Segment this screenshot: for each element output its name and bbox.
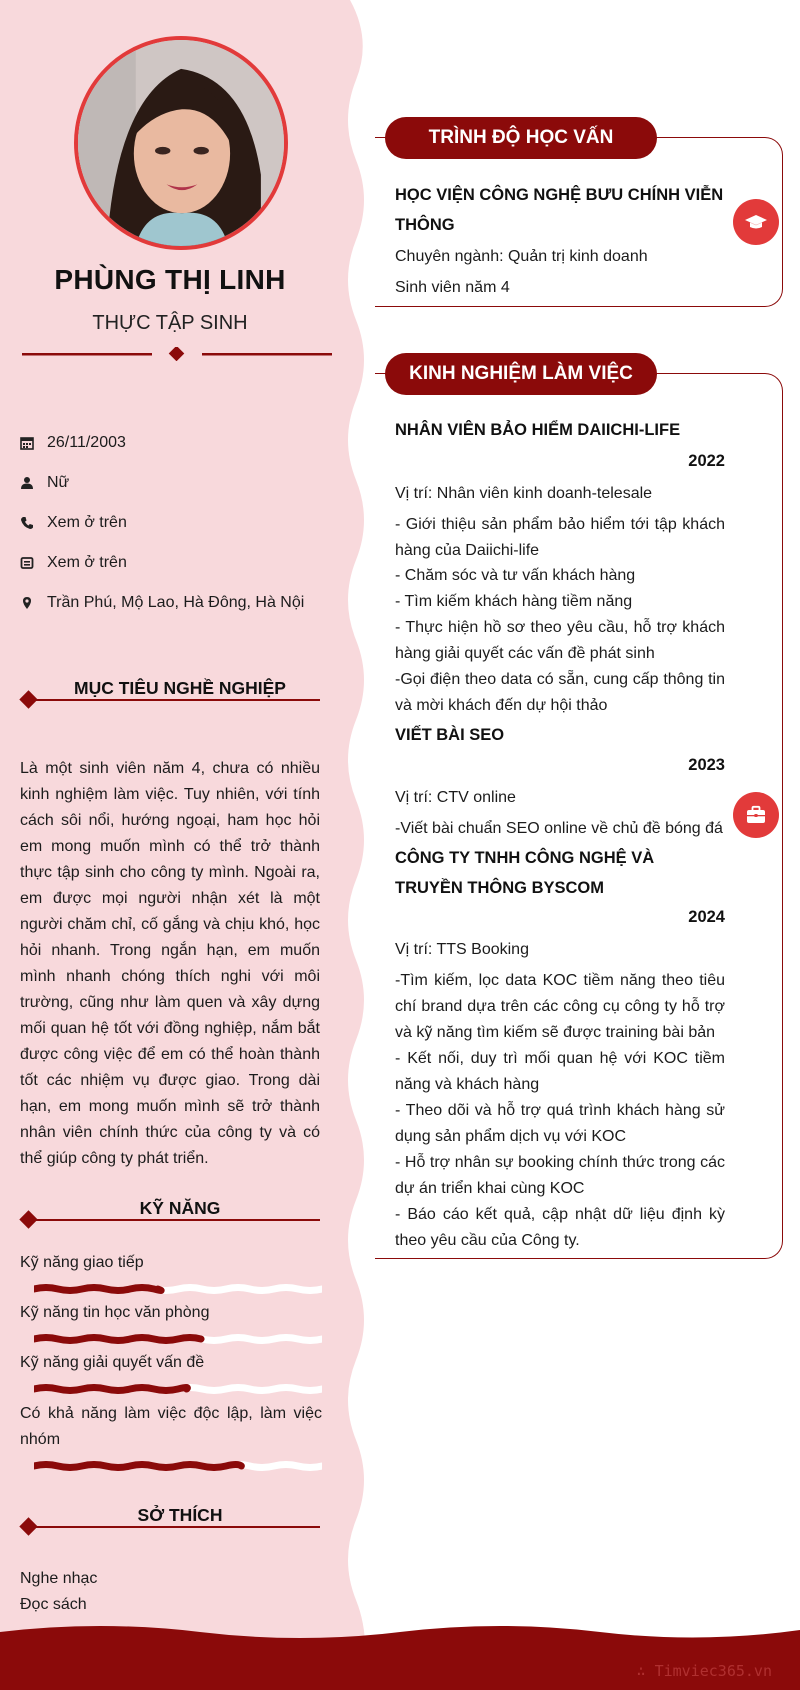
skill-bar-fill: [34, 1338, 201, 1341]
job-title: THỰC TẬP SINH: [92, 312, 248, 334]
skill-bar: [34, 1384, 322, 1394]
skill-bar-fill: [34, 1465, 241, 1468]
job-duty: - Chăm sóc và tư vấn khách hàng: [395, 567, 636, 584]
phone-icon: [20, 516, 34, 530]
heading-line: [30, 1219, 320, 1221]
phone-row: [20, 514, 320, 532]
skill-bar-fill: [34, 1288, 161, 1291]
job-year: 2023: [688, 756, 725, 774]
skill-name: Kỹ năng giao tiếp: [20, 1254, 144, 1271]
gender-row: [20, 474, 320, 492]
footer-brand-logo: ∴ Timviec365.vn: [636, 1662, 772, 1680]
job-year: 2022: [688, 452, 725, 470]
job-company: CÔNG TY TNHH CÔNG NGHỆ VÀ TRUYỀN THÔNG BYSCOM: [395, 849, 655, 897]
objective-text: Là một sinh viên năm 4, chưa có nhiều kinh nghiệm làm việc. Tuy nhiên, với tính cách sôi nổi, hướng ngoại, ham học hỏi em mong muốn mình có thể trở thành thực tập sinh cho công ty mình. Ngoài ra, em được mọi người nhận xét là một người chăm chỉ, cố gắng và chịu khó, học hỏi nhanh. Trong ngắn hạn, em muốn mình nhanh chóng thích nghi với môi trường, cũng như làm quen và xây dựng mối quan hệ tốt với đồng nghiệp, nắm bắt được công việc để em có thể hoàn thành tốt các nhiệm vụ được giao. Trong dài hạn, em mong muốn mình sẽ trở thành nhân viên chính thức của công ty và có thể giúp công ty phát triển.: [20, 760, 320, 1167]
heading-line: [30, 1526, 320, 1528]
study-year: Sinh viên năm 4: [395, 279, 510, 296]
objective-heading: [20, 678, 320, 704]
job-company: NHÂN VIÊN BẢO HIỂM DAIICHI-LIFE: [395, 421, 681, 439]
skills-heading-text: KỸ NĂNG: [139, 1198, 221, 1218]
birthday-value: 26/11/2003: [47, 434, 126, 451]
skill-name: Kỹ năng giải quyết vấn đề: [20, 1354, 205, 1371]
birthday-row: [20, 434, 320, 452]
job-year: 2024: [688, 908, 725, 926]
heading-line: [30, 699, 320, 701]
skill-name: Kỹ năng tin học văn phòng: [20, 1304, 210, 1321]
user-icon: [20, 476, 34, 490]
education-heading: TRÌNH ĐỘ HỌC VẤN: [385, 117, 657, 159]
job-duty: - Báo cáo kết quả, cập nhật dữ liệu định kỳ theo yêu cầu của Công ty.: [395, 1206, 725, 1249]
phone-value: Xem ở trên: [47, 514, 127, 531]
briefcase-icon: [733, 792, 779, 838]
job-position: Vị trí: TTS Booking: [395, 941, 529, 958]
candidate-name: PHÙNG THỊ LINH: [54, 264, 286, 295]
avatar: [74, 36, 288, 250]
address-row: [20, 594, 320, 612]
job-duty: -Gọi điện theo data có sẵn, cung cấp thông tin và mời khách đến dự hội thảo: [395, 671, 725, 714]
skills-heading: [20, 1198, 320, 1224]
skill-name: Có khả năng làm việc độc lập, làm việc nhóm: [20, 1405, 322, 1448]
skill-bar: [34, 1284, 322, 1294]
email-icon: [20, 556, 34, 570]
job-duty: - Theo dõi và hỗ trợ quá trình khách hàng sử dụng sản phẩm dịch vụ với KOC: [395, 1102, 725, 1145]
job-duty: - Hỗ trợ nhân sự booking chính thức trong các dự án triển khai cùng KOC: [395, 1154, 725, 1197]
hobby-item: Đọc sách: [20, 1596, 87, 1613]
skill-bar: [34, 1334, 322, 1344]
job-company: VIẾT BÀI SEO: [395, 726, 505, 744]
major: Chuyên ngành: Quản trị kinh doanh: [395, 248, 648, 265]
job-duty: - Tìm kiếm khách hàng tiềm năng: [395, 593, 633, 610]
hobbies-heading-text: SỞ THÍCH: [137, 1505, 223, 1525]
email-value: Xem ở trên: [47, 554, 127, 571]
skill-bar: [34, 1461, 322, 1471]
job-duty: - Thực hiện hồ sơ theo yêu cầu, hỗ trợ khách hàng giải quyết các vấn đề phát sinh: [395, 619, 725, 662]
calendar-icon: [20, 436, 34, 450]
hobby-item: Nghe nhạc: [20, 1570, 98, 1587]
school-name: HỌC VIỆN CÔNG NGHỆ BƯU CHÍNH VIỄN THÔNG: [395, 186, 724, 234]
location-icon: [20, 596, 34, 610]
skill-bar-fill: [34, 1388, 187, 1391]
experience-heading: KINH NGHIỆM LÀM VIỆC: [385, 353, 657, 395]
job-position: Vị trí: Nhân viên kinh doanh-telesale: [395, 485, 653, 502]
objective-heading-text: MỤC TIÊU NGHỀ NGHIỆP: [74, 678, 286, 698]
job-duty: - Giới thiệu sản phẩm bảo hiểm tới tập khách hàng của Daiichi-life: [395, 516, 725, 559]
title-divider: [22, 347, 332, 361]
email-row: [20, 554, 320, 572]
job-duty: - Kết nối, duy trì mối quan hệ với KOC tiềm năng và khách hàng: [395, 1050, 725, 1093]
gender-value: Nữ: [47, 474, 70, 491]
address-value: Trần Phú, Mộ Lao, Hà Đông, Hà Nội: [47, 594, 305, 611]
job-duty: -Viết bài chuẩn SEO online về chủ đề bóng đá: [395, 820, 723, 837]
graduation-cap-icon: [733, 199, 779, 245]
hobbies-heading: [20, 1505, 320, 1531]
job-position: Vị trí: CTV online: [395, 789, 516, 806]
job-duty: -Tìm kiếm, lọc data KOC tiềm năng theo tiêu chí brand dựa trên các công cụ công ty hỗ trợ và kỹ năng tìm kiếm sẽ được training bài bản: [395, 972, 725, 1041]
